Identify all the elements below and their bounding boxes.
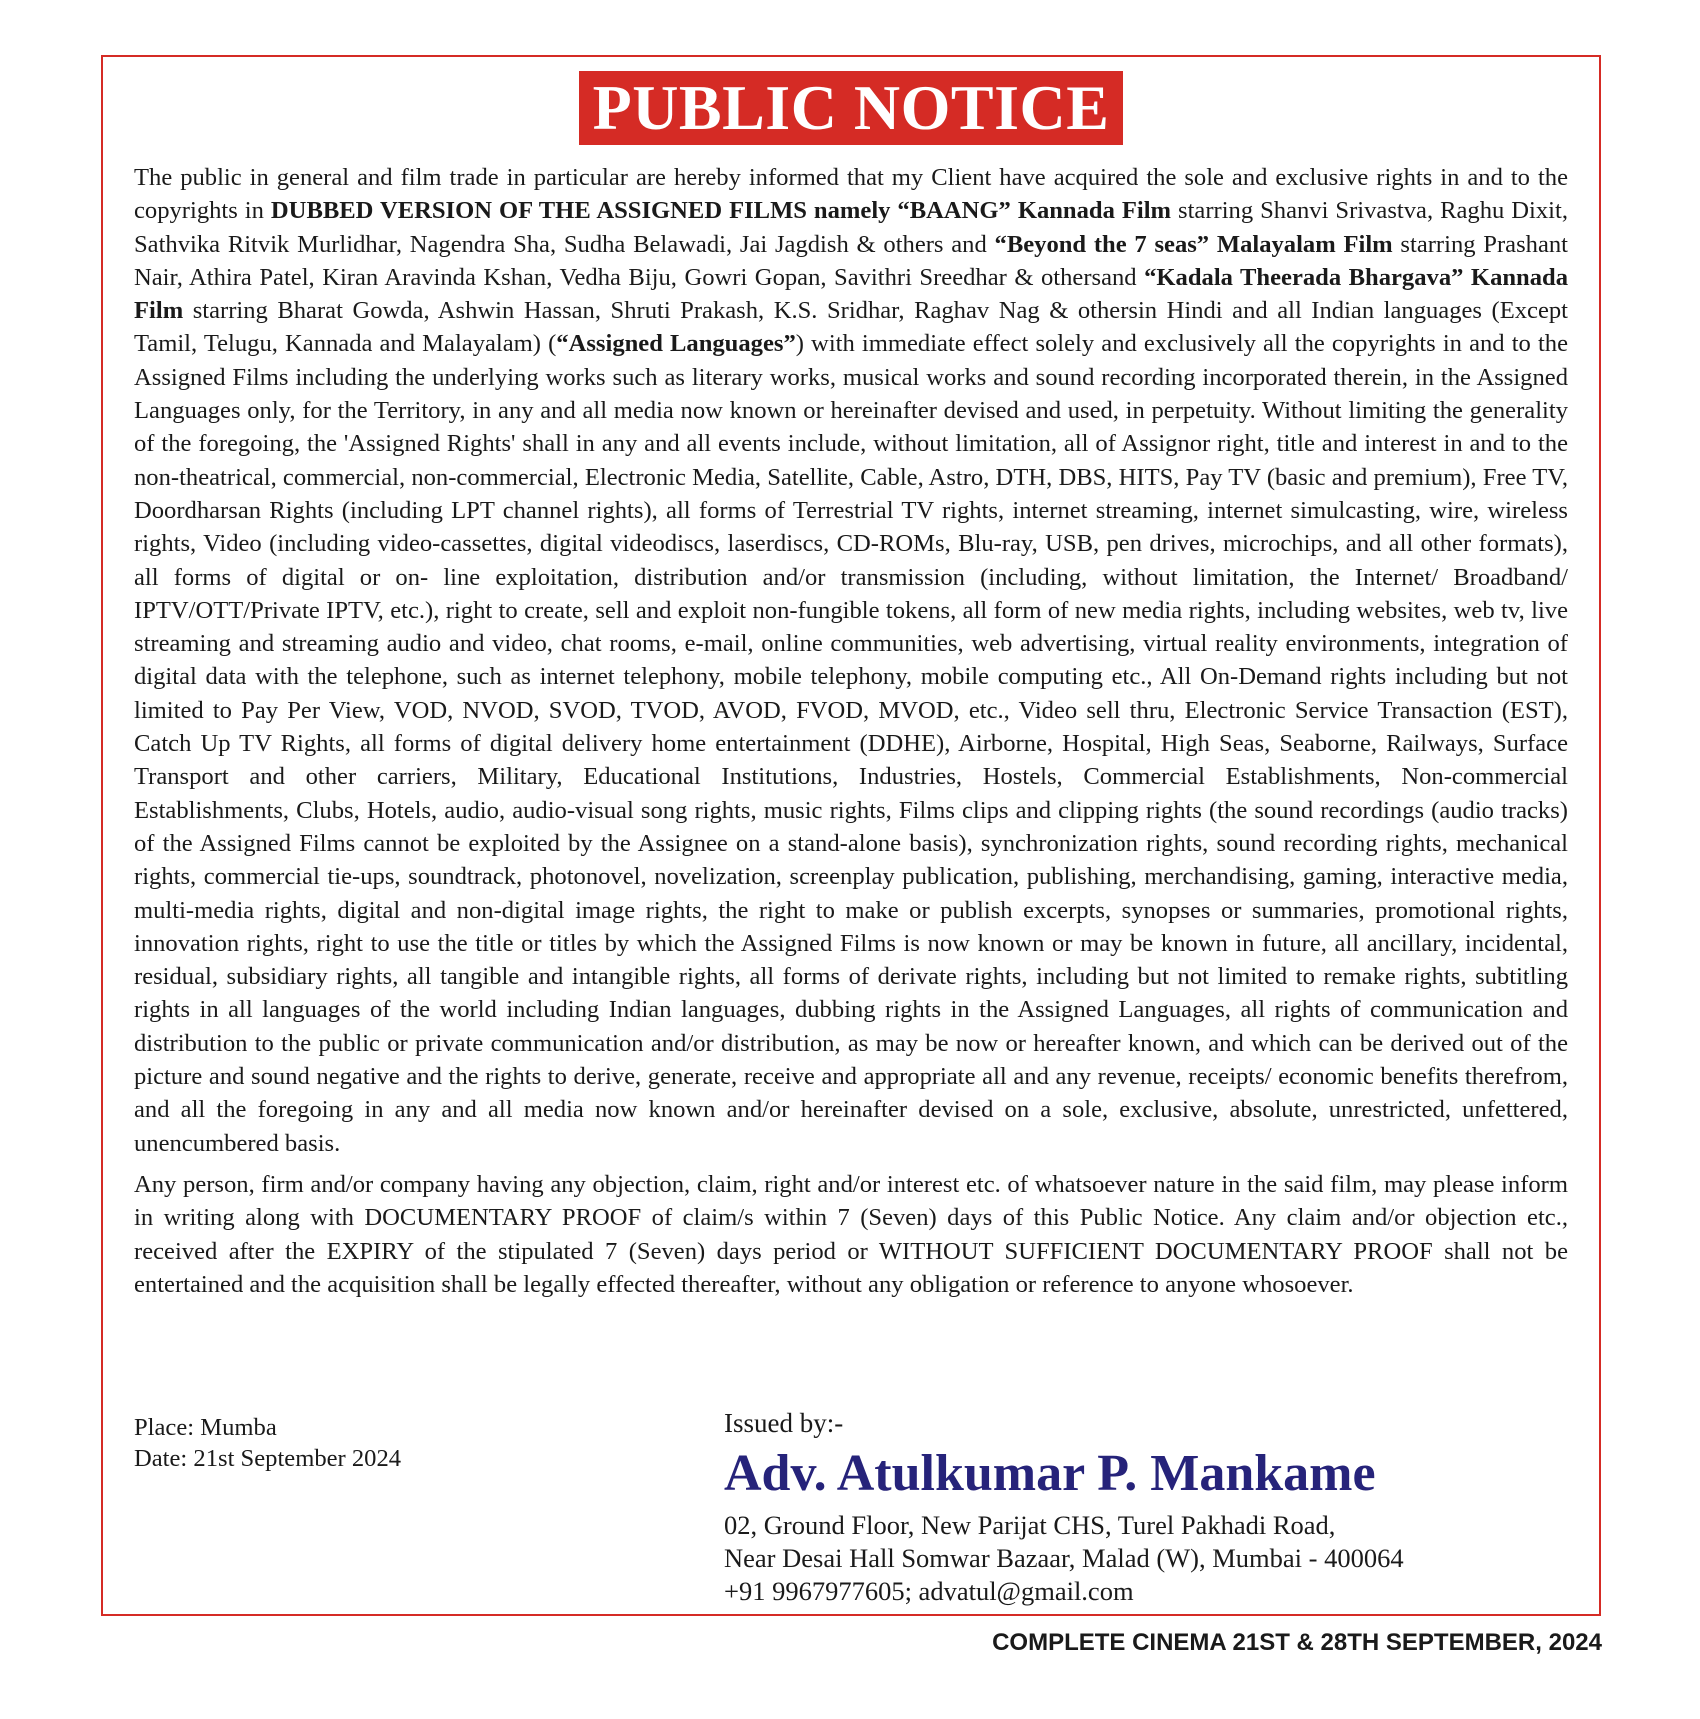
- notice-body: [134, 161, 1568, 1301]
- date-text: Date: 21st September 2024: [134, 1445, 402, 1472]
- bold-phrase: “Assigned Languages”: [556, 330, 796, 358]
- notice-paragraph-1: [134, 161, 1568, 1160]
- text-segment: The public in general and film trade in particular are hereby informed that my Client have acquired the sole and exclusive rights in and to the copyrights in: [134, 164, 1568, 225]
- issued-by-label: Issued by:-: [724, 1408, 844, 1438]
- contact-line: +91 9967977605; advatul@gmail.com: [724, 1576, 1134, 1606]
- bold-phrase: DUBBED VERSION OF THE ASSIGNED FILMS namely “BAANG” Kannada Film: [270, 197, 1172, 225]
- advocate-name: Adv. Atulkumar P. Mankame: [724, 1445, 1376, 1502]
- bold-phrase: “Beyond the 7 seas” Malayalam Film: [994, 230, 1393, 258]
- place-text: Place: Mumba: [134, 1414, 277, 1441]
- text-segment: ) with immediate effect solely and exclusively all the copyrights in and to the Assigned Films including the underlying works such as literary works, musical works and sound recording incorporated therein, in the Assigned Languages only, for the Territory, in any and all media now known or hereinafter devised and used, in perpetuity. Without limiting the generality of the foregoing, the 'Assigned Rights' shall in any and all events include, without limitation, all of Assignor right, title and interest in and to the non-theatrical, commercial, non-commercial, Electronic Media, Satellite, Cable, Astro, DTH, DBS, HITS, Pay TV (basic and premium), Free TV, Doordharsan Rights (including LPT channel rights), all forms of Terrestrial TV rights, internet streaming, internet simulcasting, wire, wireless rights, Video (including video-cassettes, digital videodiscs, laserdiscs, CD-ROMs, Blu-ray, USB, pen drives, microchips, and all other formats), all forms of digital or on- line exploitation, distribution and/or transmission (including, without limitation, the Internet/ Broadband/ IPTV/OTT/Private IPTV, etc.), right to create, sell and exploit non-fungible tokens, all form of new media rights, including websites, web tv, live streaming and streaming audio and video, chat rooms, e-mail, online communities, web advertising, virtual reality environments, integration of digital data with the telephone, such as internet telephony, mobile telephony, mobile computing etc., All On-Demand rights including but not limited to Pay Per View, VOD, NVOD, SVOD, TVOD, AVOD, FVOD, MVOD, etc., Video sell thru, Electronic Service Transaction (EST), Catch Up TV Rights, all forms of digital delivery home entertainment (DDHE), Airborne, Hospital, High Seas, Seaborne, Railways, Surface Transport and other carriers, Military, Educational Institutions, Industries, Hostels, Commercial Establishments, Non-commercial Establishments, Clubs, Hotels, audio, audio-visual song rights, music rights, Films clips and clipping rights (the sound recordings (audio tracks) of the Assigned Films cannot be exploited by the Assignee on a stand-alone basis), synchronization rights, sound recording rights, mechanical rights, commercial tie-ups, soundtrack, photonovel, novelization, screenplay publication, publishing, merchandising, gaming, interactive media, multi-media rights, digital and non-digital image rights, the right to make or publish excerpts, synopses or summaries, promotional rights, innovation rights, right to use the title or titles by which the Assigned Films is now known or may be known in future, all ancillary, incidental, residual, subsidiary rights, all tangible and intangible rights, all forms of derivate rights, including but not limited to remake rights, subtitling rights in all languages of the world including Indian languages, dubbing rights in the Assigned Languages, all rights of communication and distribution to the public or private communication and/or distribution, as may be now or hereafter known, and which can be derived out of the picture and sound negative and the rights to derive, generate, receive and appropriate all and any revenue, receipts/ economic benefits therefrom, and all the foregoing in any and all media now known and/or hereinafter devised on a sole, exclusive, absolute, unrestricted, unfettered, unencumbered basis.: [134, 330, 1568, 1157]
- notice-frame: [101, 55, 1601, 1616]
- issuer-block: [724, 1407, 1584, 1608]
- title-wrap: [103, 71, 1599, 145]
- address-line-1: 02, Ground Floor, New Parijat CHS, Turel Pakhadi Road,: [724, 1510, 1336, 1540]
- address-line-2: Near Desai Hall Somwar Bazaar, Malad (W), Mumbai - 400064: [724, 1543, 1404, 1573]
- text-segment: starring Prashant Nair, Athira Patel, Kiran Aravinda Kshan, Vedha Biju, Gowri Gopan, Savithri Sreedhar & othersand: [134, 230, 1568, 291]
- bold-phrase: “Kadala Theerada Bhargava” Kannada Film: [134, 263, 1568, 325]
- publication-footer: COMPLETE CINEMA 21ST & 28TH SEPTEMBER, 2024: [992, 1629, 1602, 1656]
- place-date-block: [134, 1412, 401, 1474]
- text-segment: starring Shanvi Srivastva, Raghu Dixit, Sathvika Ritvik Murlidhar, Nagendra Sha, Sudha Belawadi, Jai Jagdish & others and: [134, 197, 1568, 258]
- text-segment: starring Bharat Gowda, Ashwin Hassan, Shruti Prakash, K.S. Sridhar, Raghav Nag & othersin Hindi and all Indian languages (Except Tamil, Telugu, Kannada and Malayalam) (: [134, 297, 1568, 358]
- notice-title: PUBLIC NOTICE: [579, 71, 1124, 145]
- notice-paragraph-2: Any person, firm and/or company having any objection, claim, right and/or interest etc. of whatsoever nature in the said film, may please inform in writing along with DOCUMENTARY PROOF of claim/s within 7 (Seven) days of this Public Notice. Any claim and/or objection etc., received after the EXPIRY of the stipulated 7 (Seven) days period or WITHOUT SUFFICIENT DOCUMENTARY PROOF shall not be entertained and the acquisition shall be legally effected thereafter, without any obligation or reference to anyone whosoever.: [134, 1170, 1568, 1298]
